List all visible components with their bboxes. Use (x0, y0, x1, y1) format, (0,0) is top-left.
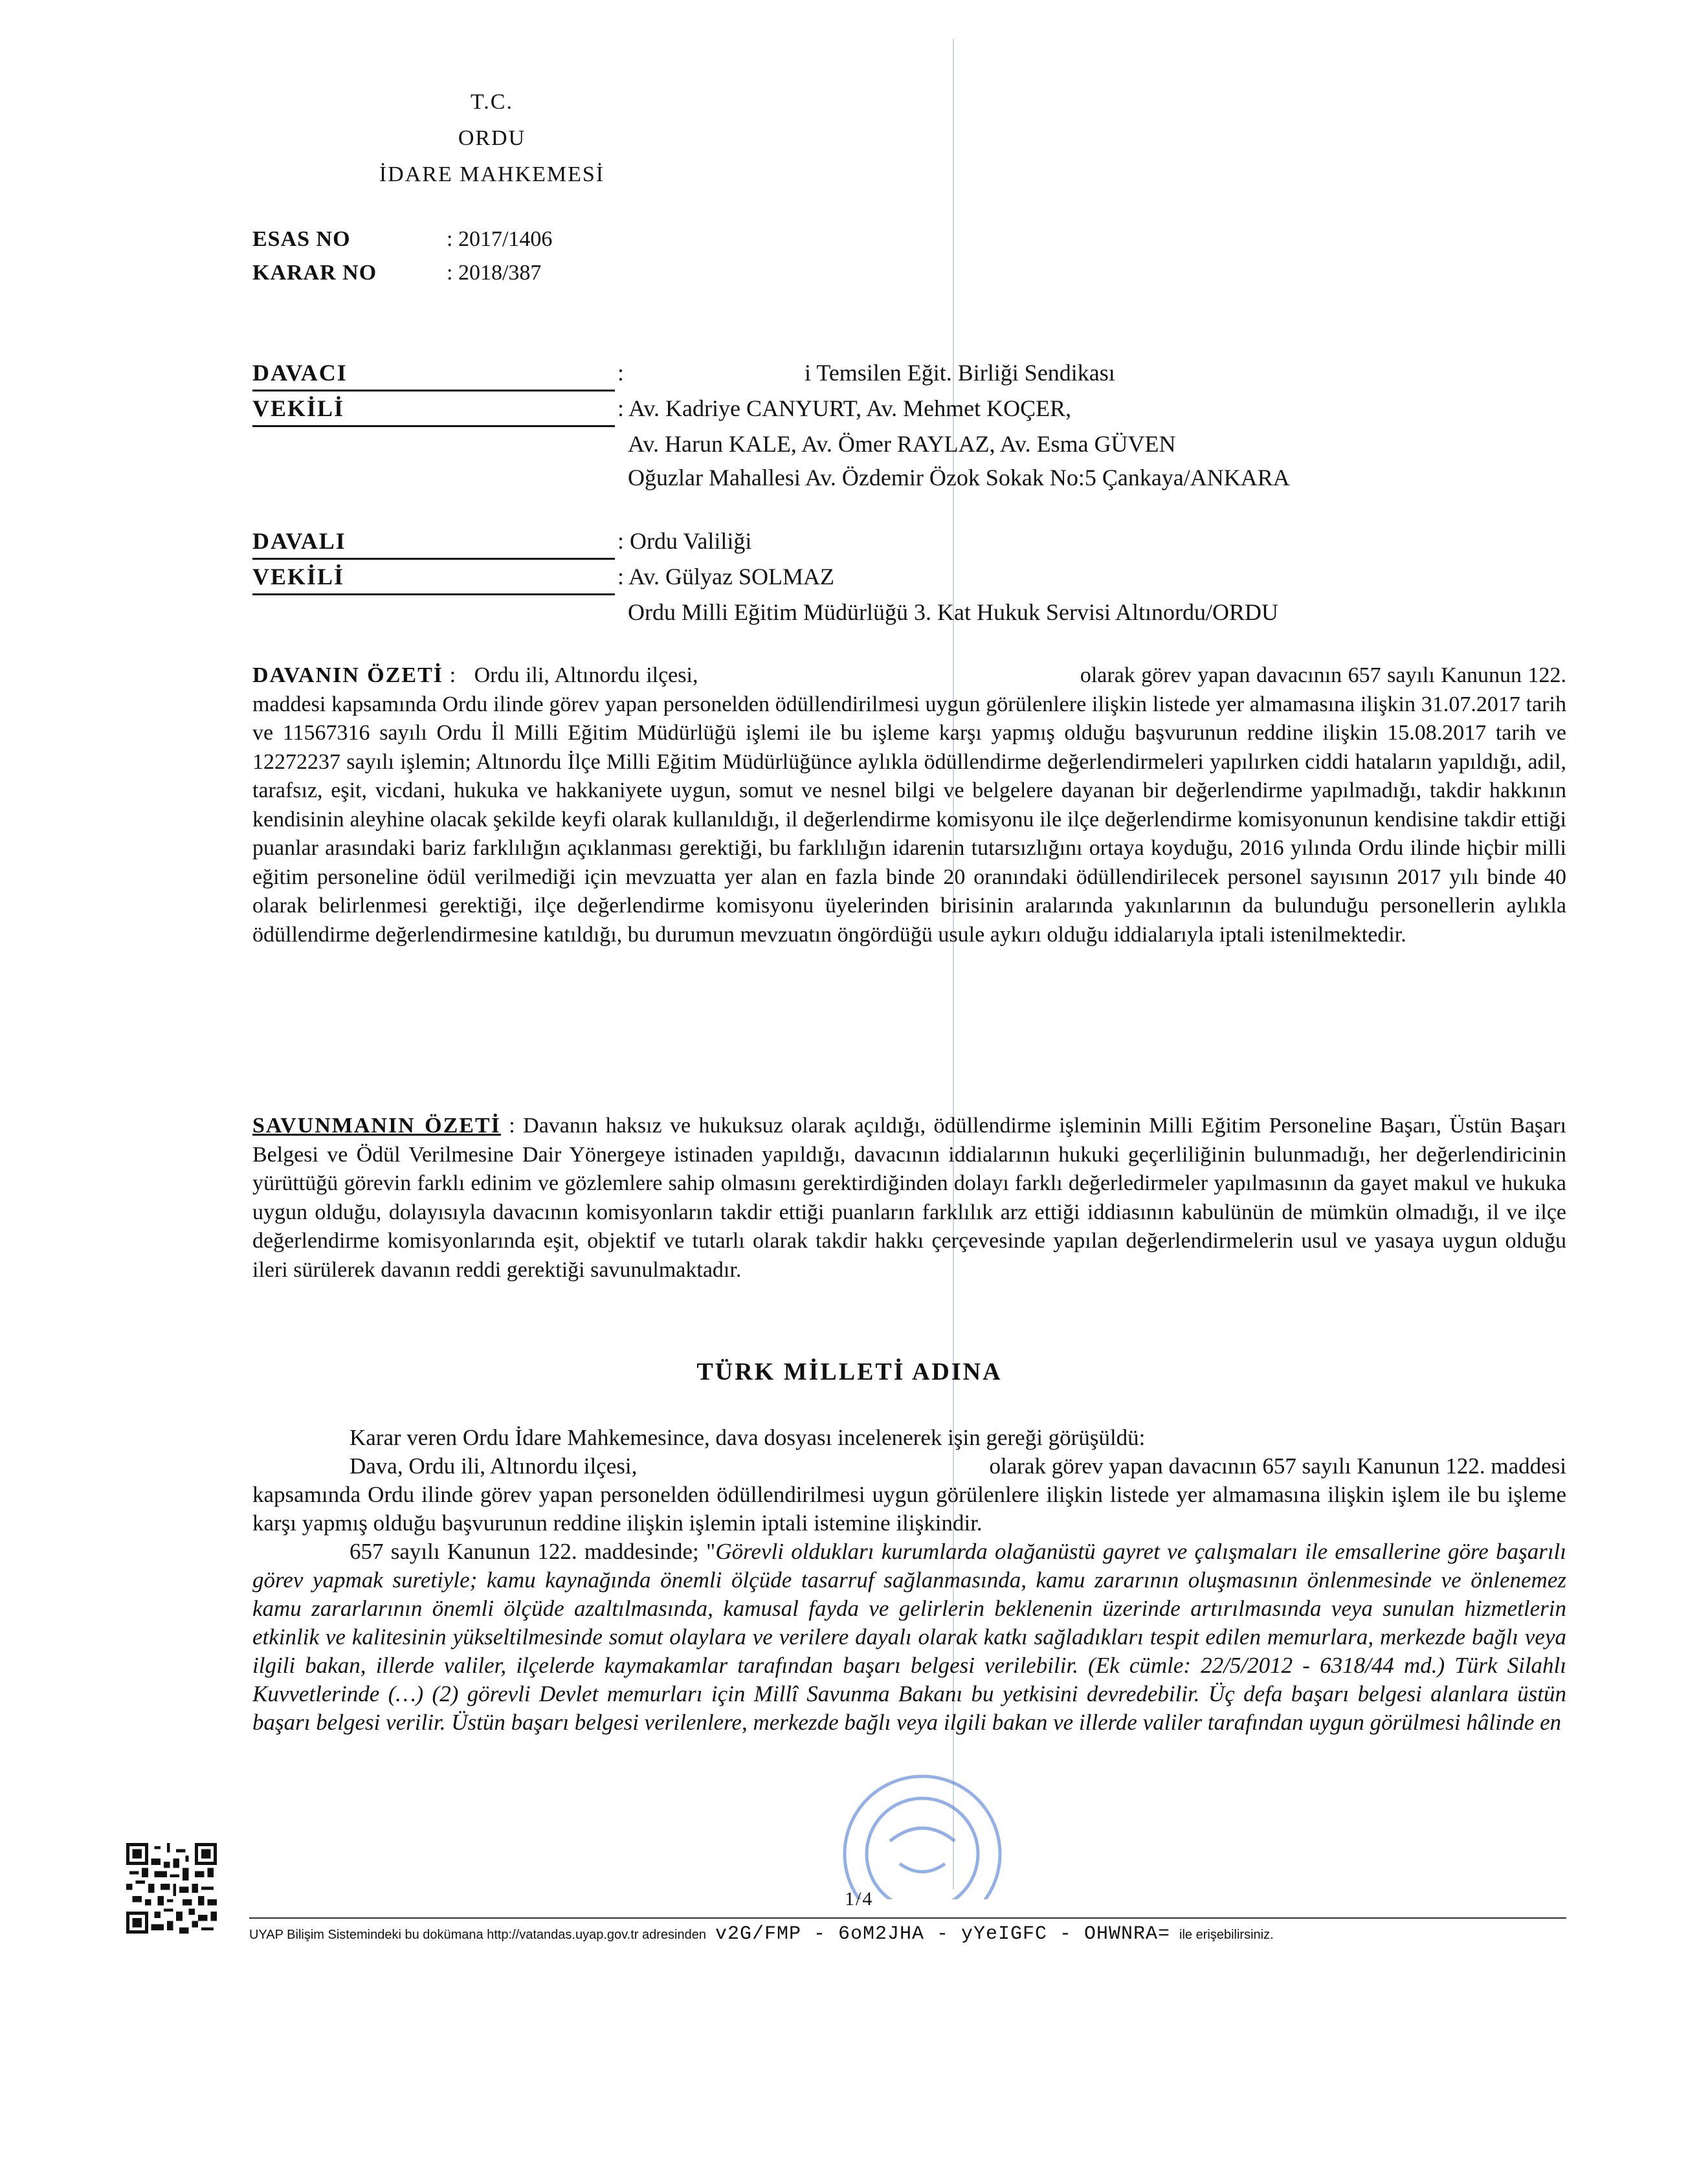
defense-summary (252, 1112, 1566, 1285)
defendant-label: DAVALI (252, 524, 615, 560)
plaintiff-attorney-line1: : Av. Kadriye CANYURT, Av. Mehmet KOÇER, (617, 395, 1072, 421)
case-summary-text: : Ordu ili, Altınordu ilçesi, olarak görev yapan davacının 657 sayılı Kanunun 122. maddesi kapsamında Ordu ilinde görev yapan personelden ödüllendirilmesi uygun görülenlere ilişkin listede yer almamasına ilişkin 31.07.2017 tarih ve 11567316 sayılı Ordu İl Milli Eğitim Müdürlüğü işlemi ile bu işleme karşı yapmış olduğu başvurunun reddine ilişkin 15.08.2017 tarih ve 12272237 sayılı işlemin; Altınordu İlçe Milli Eğitim Müdürlüğünce aylıkla ödüllendirme değerlendirmeleri yapılırken ciddi hataların yapıldığı, adil, tarafsız, eşit, vicdani, hukuka ve hakkaniyete uygun, somut ve nesnel bilgi ve belgelere dayanan bir değerlendirme yapılmadığı, takdir hakkının kendisinin aleyhine olacak şekilde keyfi olarak kullanıldığı, il değerlendirme komisyonu ile ilçe değerlendirme komisyonunun kendisine takdir ettiği puanlar arasındaki bariz farklılığın açıklanması gerektiği, bu farklılığın idarenin tutarsızlığını ortaya koyduğu, 2016 yılında Ordu ilinde hiçbir milli eğitim personeline ödül verilmediği için mevzuatta yer alan en fazla binde 20 oranındaki ödüllendirilecek personel sayısının 2017 yılı binde 40 olarak belirlenmesi gerektiği, ilçe değerlendirme komisyonu üyelerinden birisinin aralarında yakınlarının da bulunduğu personellerin aylıkla ödüllendirme değerlendirmesine katıldığı, bu durumun mevzuatın öngördüğü usule aykırı olduğu iddialarıyla iptali istenilmektedir. (252, 663, 1572, 947)
karar-value: : 2018/387 (447, 261, 542, 285)
plaintiff-label: DAVACI (252, 356, 615, 392)
defendant-attorney-label: VEKİLİ (252, 560, 615, 595)
plaintiff-attorney-line2: Av. Harun KALE, Av. Ömer RAYLAZ, Av. Esma GÜVEN (628, 431, 1176, 457)
court-header (356, 84, 628, 193)
plaintiff-value: : i Temsilen Eğit. Birliği Sendikası (617, 360, 1115, 386)
body-paragraph-3 (252, 1538, 1566, 1737)
footer-suffix: ile erişebilirsiniz. (1179, 1928, 1274, 1942)
footer (249, 1923, 1566, 1945)
defendant-block (252, 524, 1534, 629)
body-paragraph-2: Dava, Ordu ili, Altınordu ilçesi, olarak görev yapan davacının 657 sayılı Kanunun 122. maddesi kapsamında Ordu ilinde görev yapan personelden ödüllendirilmesi uygun görülenlere ilişkin listede yer almamasına ilişkin işlem ile bu işleme karşı yapmış olduğu başvurunun reddine ilişkin işlemin iptali istemine ilişkindir. (252, 1453, 1572, 1536)
case-summary (252, 661, 1572, 949)
esas-label: ESAS NO (252, 227, 351, 251)
defendant-value: : Ordu Valiliği (617, 528, 752, 554)
decision-body (252, 1424, 1572, 1737)
plaintiff-attorney-address: Oğuzlar Mahallesi Av. Özdemir Özok Sokak No:5 Çankaya/ANKARA (628, 465, 1290, 491)
case-summary-heading: DAVANIN ÖZETİ (252, 663, 444, 687)
header-line-tc: T.C. (471, 90, 513, 114)
header-line-court: İDARE MAHKEMESİ (379, 162, 605, 186)
footer-verification-code: v2G/FMP - 6oM2JHA - yYeIGFC - OHWNRA= (715, 1923, 1171, 1945)
decision-title: TÜRK MİLLETİ ADINA (696, 1358, 1003, 1385)
header-line-city: ORDU (458, 126, 526, 150)
footer-divider (249, 1917, 1566, 1919)
body-paragraph-3-lead: 657 sayılı Kanunun 122. maddesinde; " (350, 1539, 716, 1564)
footer-prefix: UYAP Bilişim Sistemindeki bu dokümana http://vatandas.uyap.gov.tr adresinden (249, 1928, 706, 1942)
karar-label: KARAR NO (252, 261, 377, 285)
plaintiff-block (252, 356, 1534, 494)
body-paragraph-1: Karar veren Ordu İdare Mahkemesince, dava dosyası incelenerek işin gereği görüşüldü: (350, 1425, 1146, 1450)
qr-code-icon (126, 1843, 217, 1934)
court-seal-icon (793, 1757, 1065, 1899)
defendant-attorney-address: Ordu Milli Eğitim Müdürlüğü 3. Kat Hukuk Servisi Altınordu/ORDU (628, 599, 1278, 625)
plaintiff-attorney-label: VEKİLİ (252, 392, 615, 427)
esas-value: : 2017/1406 (447, 227, 553, 251)
defense-summary-text: : Davanın haksız ve hukuksuz olarak açıldığı, ödüllendirme işleminin Milli Eğitim Personeline Başarı, Üstün Başarı Belgesi ve Ödül Verilmesine Dair Yönergeye istinaden yapıldığı, davacının iddialarının hukuki geçerliliğinin bulunmadığı, her değerlendiricinin yürüttüğü görevin farklı edinim ve gözlemlere sahip olmasını gerektirdiğinden dolayı farklı değerledirmeler yapılmasının da gayet makul ve hukuka uygun olduğu, dolayısıyla davacının komisyonların takdir ettiği puanların farklılık arz ettiği iddiasının kabulünün de mümkün olmadığı, il ve ilçe değerlendirme komisyonlarında eşit, objektif ve tutarlı olarak takdir hakkı çerçevesinde yapılan değerlendirmelerin usul ve yasaya uygun olduğu ileri sürülerek davanın reddi gerektiği savunulmaktadır. (252, 1114, 1566, 1282)
case-numbers (252, 223, 552, 290)
page-number: 1/4 (845, 1888, 874, 1910)
defense-summary-heading: SAVUNMANIN ÖZETİ (252, 1114, 501, 1138)
body-paragraph-3-quote: Görevli oldukları kurumlarda olağanüstü gayret ve çalışmaları ile emsallerine göre başarılı görev yapmak suretiyle; kamu kaynağında önemli ölçüde tasarruf sağlanmasında, kamu zararının oluşmasının önlenmesinde ve önlenemez kamu zararlarının önemli ölçüde azaltılmasında, kamusal fayda ve gelirlerin beklenenin üzerinde artırılmasında veya sunulan hizmetlerin etkinlik ve kalitesinin yükseltilmesinde somut olaylara ve verilere dayalı olarak katkı sağladıkları tespit edilen memurlara, merkezde bağlı veya ilgili bakan, illerde valiler, ilçelerde kaymakamlar tarafından başarı belgesi verilebilir. (Ek cümle: 22/5/2012 - 6318/44 md.) Türk Silahlı Kuvvetlerinde (…) (2) görevli Devlet memurları için Millî Savunma Bakanı bu yetkisini devredebilir. Üç defa başarı belgesi alanlara üstün başarı belgesi verilir. Üstün başarı belgesi verilenlere, merkezde bağlı veya ilgili bakan ve illerde valiler tarafından uygun görülmesi hâlinde en (252, 1539, 1566, 1735)
defendant-attorney-line1: : Av. Gülyaz SOLMAZ (617, 564, 834, 590)
